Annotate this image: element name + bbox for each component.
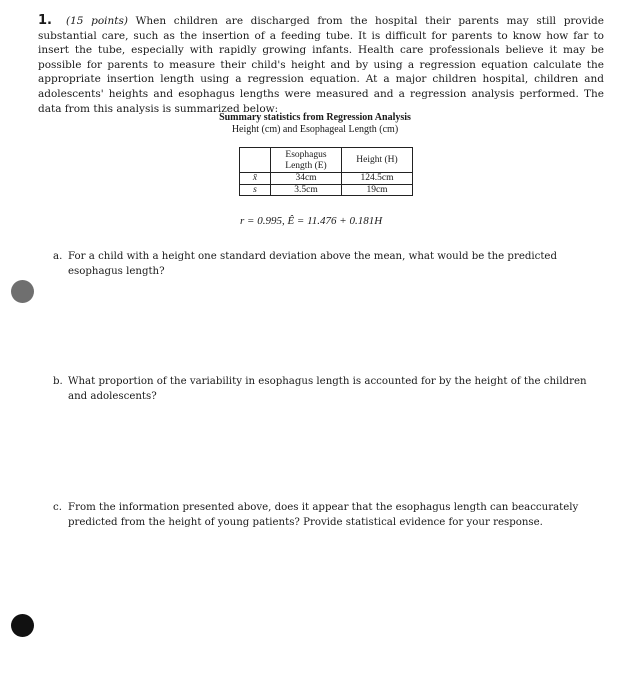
row-label-mean: x̄ xyxy=(240,173,271,185)
part-a-text: For a child with a height one standard deviation above the mean, what would be the predicted esophagus length? xyxy=(68,251,557,277)
part-b-text: What proportion of the variability in esophagus length is accounted for by the height of the children and adolescents? xyxy=(68,376,587,402)
part-a-letter: a. xyxy=(53,251,63,262)
row-label-sd: s xyxy=(240,184,271,196)
question-header xyxy=(38,14,604,116)
question-number: 1. xyxy=(38,13,52,28)
part-c xyxy=(53,500,601,530)
summary-subtitle: Height (cm) and Esophageal Length (cm) xyxy=(231,124,399,135)
regression-formula: r = 0.995, Ê = 11.476 + 0.181H xyxy=(240,215,383,227)
table-header-row xyxy=(240,148,413,173)
column-header-esophagus: Esophagus Length (E) xyxy=(271,148,342,173)
part-c-letter: c. xyxy=(53,502,62,513)
cell-sd-height: 19cm xyxy=(342,184,413,196)
table-row xyxy=(240,184,413,196)
column-header-height: Height (H) xyxy=(342,148,413,173)
punch-hole-icon xyxy=(11,614,34,637)
summary-statistics-table xyxy=(239,147,413,196)
part-b xyxy=(53,374,601,404)
cell-mean-height: 124.5cm xyxy=(342,173,413,185)
part-a xyxy=(53,249,601,279)
table-row xyxy=(240,173,413,185)
punch-hole-icon xyxy=(11,280,34,303)
question-intro: When children are discharged from the hospital their parents may still provide substantial care, such as the insertion of a feeding tube. It is difficult for parents to know how far to insert the tube, especially with rapidly growing infants. Health care professionals believe it may be possible for parents to measure their child's height and by using a regression equation calculate the appropriate insertion length using a regression equation. At a major children hospital, children and adolescents' heights and esophagus lengths were measured and a regression analysis performed. The data from this analysis is summarized below: xyxy=(38,15,604,115)
table-corner-cell xyxy=(240,148,271,173)
summary-title: Summary statistics from Regression Analysis xyxy=(219,112,411,123)
part-b-letter: b. xyxy=(53,376,63,387)
cell-mean-esophagus: 34cm xyxy=(271,173,342,185)
question-points: (15 points) xyxy=(65,15,128,27)
cell-sd-esophagus: 3.5cm xyxy=(271,184,342,196)
part-c-text: From the information presented above, does it appear that the esophagus length can beaccurately predicted from the height of young patients? Provide statistical evidence for your response. xyxy=(68,502,579,528)
